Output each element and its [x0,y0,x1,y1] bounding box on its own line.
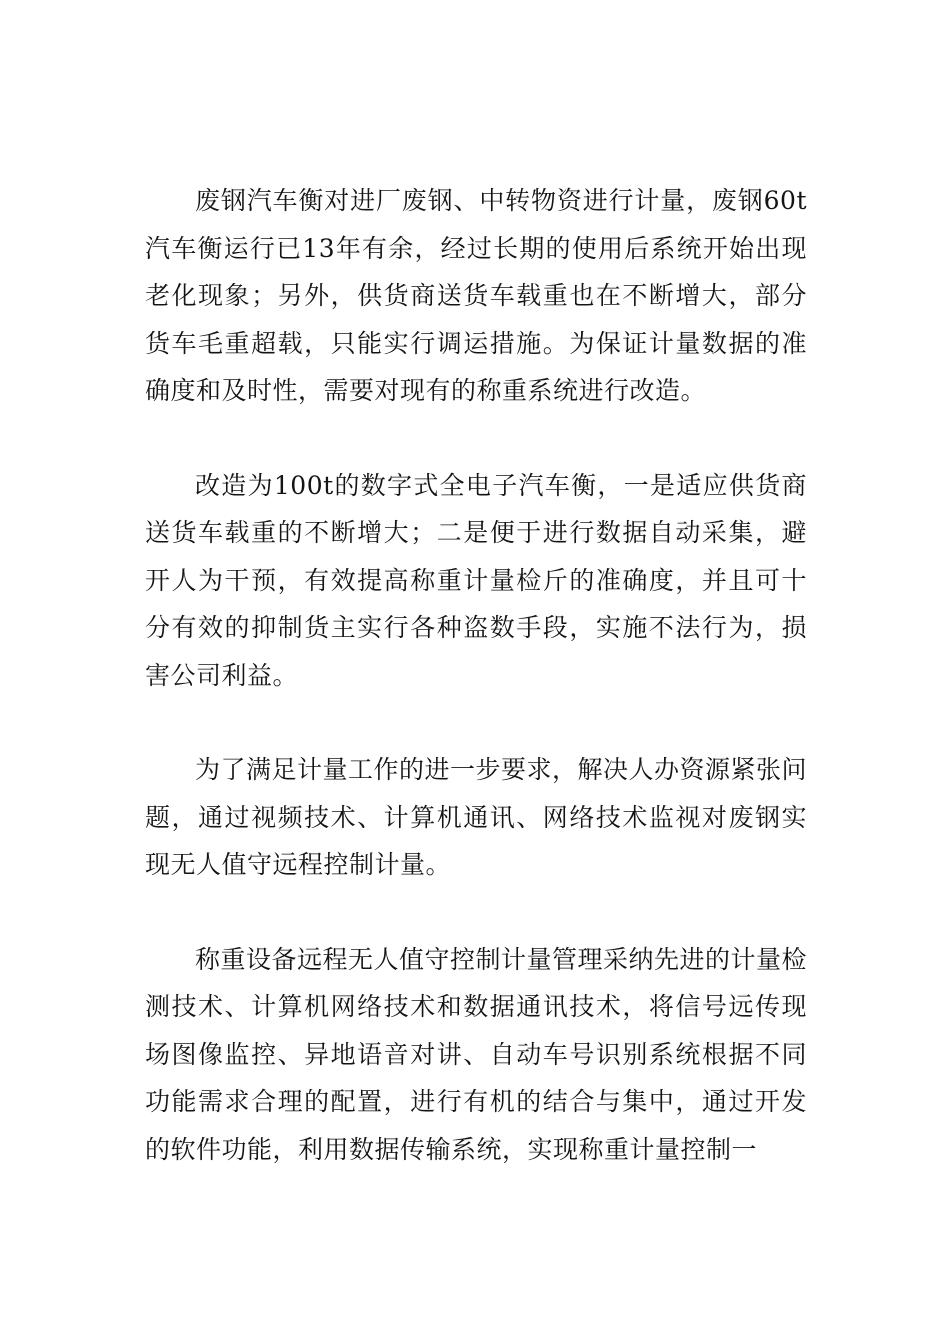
document-body [145,177,807,1173]
paragraph-3: 为了满足计量工作的进一步要求，解决人办资源紧张问题，通过视频技术、计算机通讯、网络技术监视对废钢实现无人值守远程控制计量。 [145,755,808,879]
paragraph-2: 改造为100t的数字式全电子汽车衡，一是适应供货商送货车载重的不断增大；二是便于进行数据自动采集，避开人为干预，有效提高称重计量检斤的准确度，并且可十分有效的抑制货主实行各种盗数手段，实施不法行为，损害公司利益。 [145,470,807,690]
paragraph-1: 废钢汽车衡对进厂废钢、中转物资进行计量，废钢60t汽车衡运行已13年有余，经过长期的使用后系统开始出现老化现象；另外，供货商送货车载重也在不断增大，部分货车毛重超载，只能实行调运措施。为保证计量数据的准确度和及时性，需要对现有的称重系统进行改造。 [145,186,807,405]
paragraph-4: 称重设备远程无人值守控制计量管理采纳先进的计量检测技术、计算机网络技术和数据通讯技术，将信号远传现场图像监控、异地语音对讲、自动车号识别系统根据不同功能需求合理的配置，进行有机的结合与集中，通过开发的软件功能，利用数据传输系统，实现称重计量控制一 [145,944,808,1164]
